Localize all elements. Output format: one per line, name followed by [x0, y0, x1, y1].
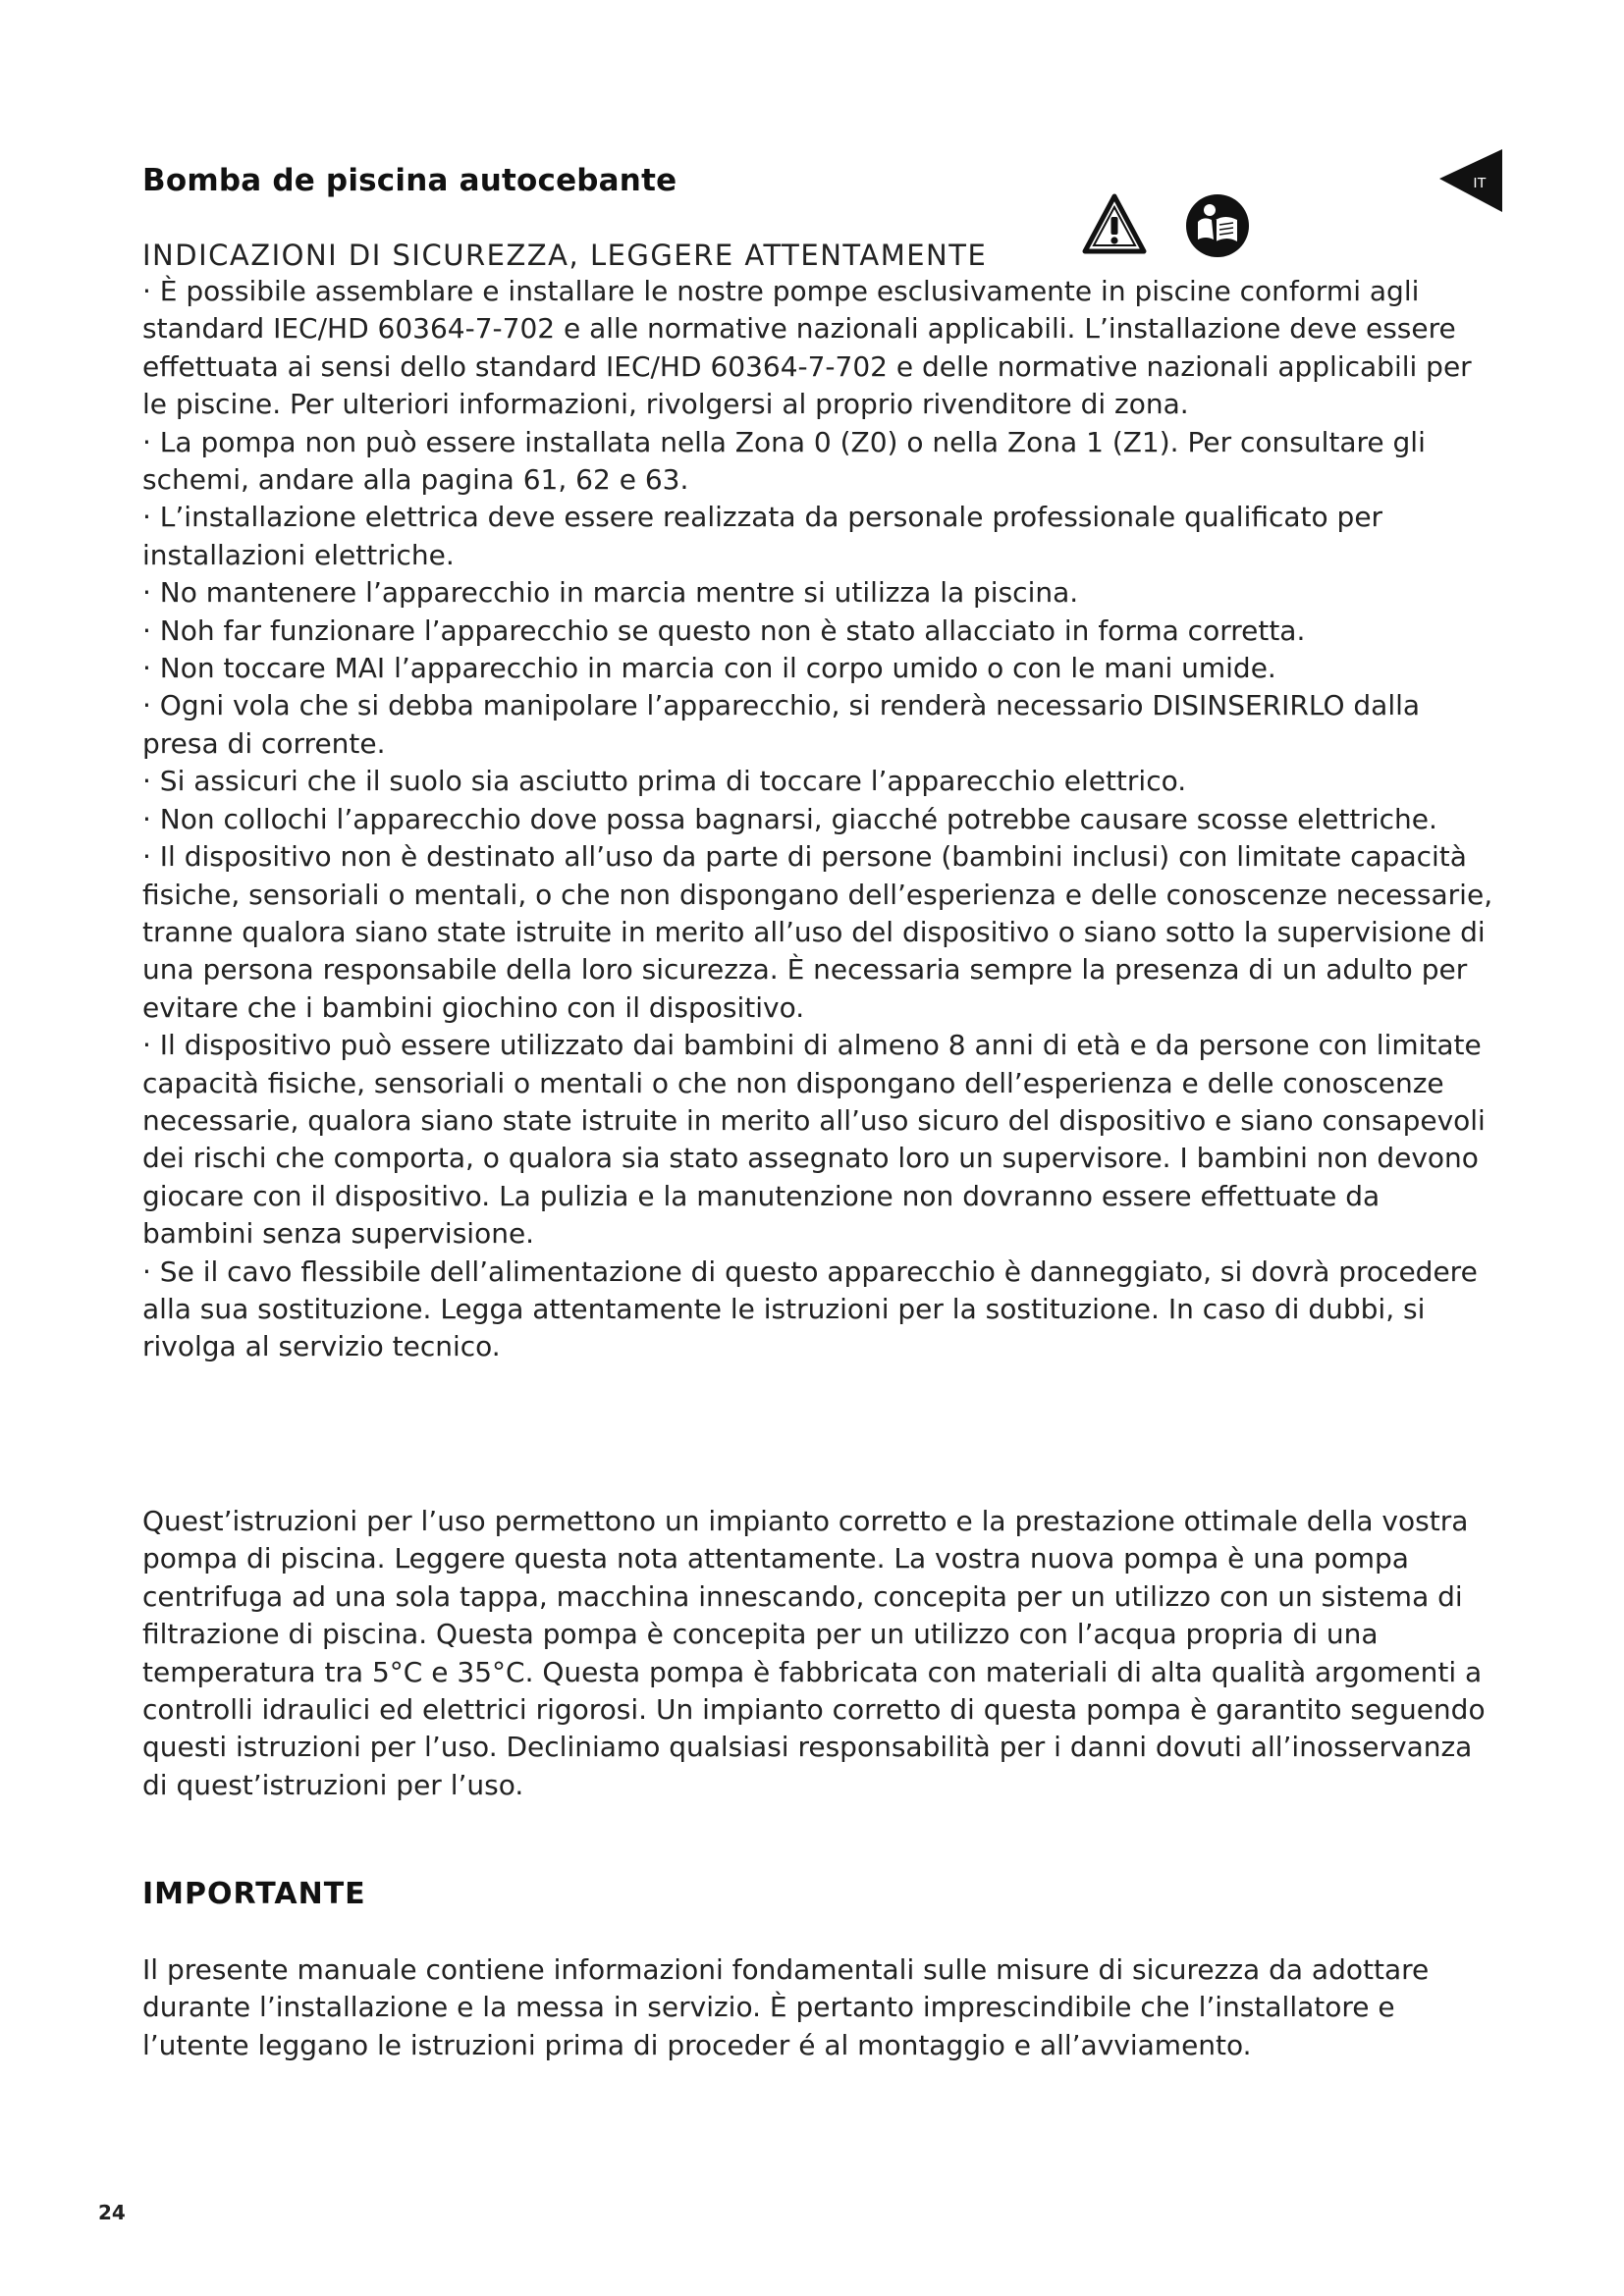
safety-bullet: · L’installazione elettrica deve essere realizzata da personale professionale qualificato per installazioni elettriche. — [142, 501, 1383, 571]
safety-bullet: · Se il cavo flessibile dell’alimentazione di questo apparecchio è danneggiato, si dovrà procedere alla sua sostituzione. Legga attentamente le istruzioni per la sostituzione. In caso di dubbi, si rivolga al servizio tecnico. — [142, 1255, 1478, 1363]
safety-bullet: · Il dispositivo non è destinato all’uso da parte di persone (bambini inclusi) con limitate capacità fisiche, sensoriali o mentali, o che non dispongano dell’esperienza e delle conoscenze necessarie, tranne qualora siano state istruite in merito all’uso del dispositivo o siano sotto la supervisione di una persona responsabile della loro sicurezza. È necessaria sempre la presenza di un adulto per evitare che i bambini giochino con il dispositivo. — [142, 840, 1493, 1024]
read-manual-icon — [1184, 192, 1251, 259]
safety-bullet-list — [142, 273, 1497, 1366]
safety-bullet: · Il dispositivo può essere utilizzato dai bambini di almeno 8 anni di età e da persone con limitate capacità fisiche, sensoriali o mentali o che non dispongano dell’esperienza e delle conoscenze necessarie, qualora siano state istruite in merito all’uso sicuro del dispositivo e siano consapevoli dei rischi che comporta, o qualora sia stato assegnato loro un supervisore. I bambini non devono giocare con il dispositivo. La pulizia e la manutenzione non dovranno essere effettuate da bambini senza supervisione. — [142, 1029, 1486, 1251]
important-heading: IMPORTANTE — [142, 1877, 366, 1911]
important-text: Il presente manuale contiene informazioni fondamentali sulle misure di sicurezza da adottare durante l’installazione e la messa in servizio. È pertanto imprescindibile che l’installatore e l’utente leggano le istruzioni prima di proceder é al montaggio e all’avviamento. — [142, 1953, 1430, 2061]
safety-bullet: · Non collochi l’apparecchio dove possa bagnarsi, giacché potrebbe causare scosse elettriche. — [142, 802, 1437, 835]
safety-heading: INDICAZIONI DI SICUREZZA, LEGGERE ATTENTAMENTE — [142, 239, 988, 272]
safety-bullet: · Si assicuri che il suolo sia asciutto prima di toccare l’apparecchio elettrico. — [142, 765, 1187, 798]
safety-bullet: · La pompa non può essere installata nella Zona 0 (Z0) o nella Zona 1 (Z1). Per consultare gli schemi, andare alla pagina 61, 62 e 63. — [142, 425, 1426, 497]
language-tab-shape — [1439, 149, 1502, 212]
intro-text: Quest’istruzioni per l’uso permettono un impianto corretto e la prestazione ottimale della vostra pompa di piscina. Leggere questa nota attentamente. La vostra nuova pompa è una pompa centrifuga ad una sola tappa, macchina innescando, concepita per un utilizzo con un sistema di filtrazione di piscina. Questa pompa è concepita per un utilizzo con l’acqua propria di una temperatura tra 5°C e 35°C. Questa pompa è fabbricata con materiali di alta qualità argomenti a controlli idraulici ed elettrici rigorosi. Un impianto corretto di questa pompa è garantito seguendo questi istruzioni per l’uso. Decliniamo qualsiasi responsabilità per i danni dovuti all’inosservanza di quest’istruzioni per l’uso. — [142, 1505, 1486, 1801]
safety-bullet: · È possibile assemblare e installare le nostre pompe esclusivamente in piscine conformi agli standard IEC/HD 60364-7-702 e alle normative nazionali applicabili. L’installazione deve essere effettuata ai sensi dello standard IEC/HD 60364-7-702 e delle normative nazionali applicabili per le piscine. Per ulteriori informazioni, rivolgersi al proprio rivenditore di zona. — [142, 275, 1472, 421]
intro-paragraph — [142, 1503, 1497, 1804]
safety-bullet: · Non toccare MAI l’apparecchio in marcia con il corpo umido o con le mani umide. — [142, 652, 1276, 685]
important-paragraph — [142, 1951, 1497, 2064]
safety-bullet: · No mantenere l’apparecchio in marcia mentre si utilizza la piscina. — [142, 576, 1079, 610]
safety-bullet: · Noh far funzionare l’apparecchio se questo non è stato allacciato in forma corretta. — [142, 614, 1306, 647]
language-tab-label: IT — [1473, 175, 1487, 191]
safety-bullet: · Ogni vola che si debba manipolare l’apparecchio, si renderà necessario DISINSERIRLO dalla presa di corrente. — [142, 689, 1421, 760]
page-title: Bomba de piscina autocebante — [142, 163, 677, 198]
page-number: 24 — [98, 2201, 126, 2224]
language-tab — [1439, 149, 1502, 212]
warning-triangle-icon — [1082, 192, 1147, 257]
